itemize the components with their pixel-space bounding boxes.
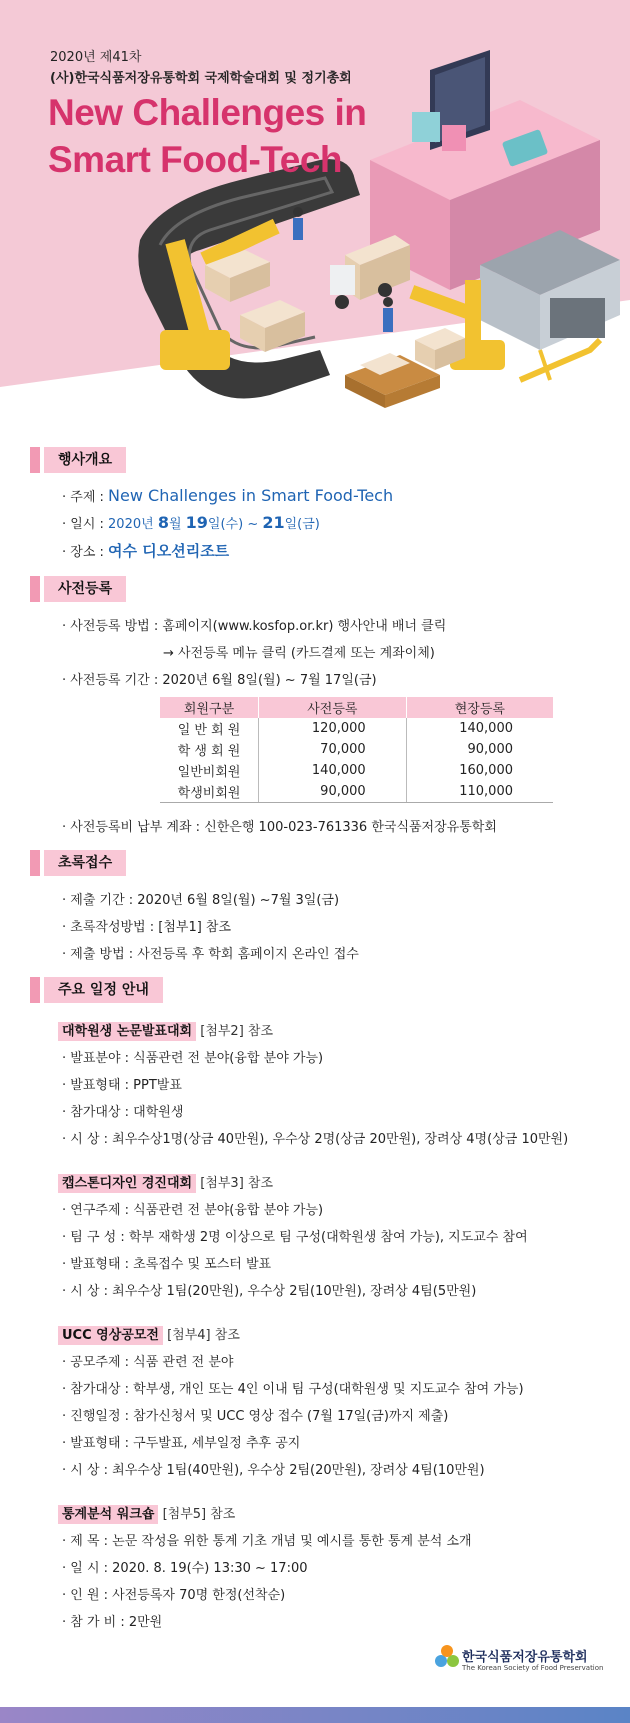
table-row: [160, 739, 553, 760]
pre-fee: 70,000: [259, 739, 407, 760]
event-ref: [첨부2] 참조: [196, 1024, 274, 1039]
heading-bar: [30, 850, 40, 876]
society-name-english: The Korean Society of Food Preservation: [462, 1664, 604, 1672]
abstract-method: · 초록작성방법 : [첨부1] 참조: [62, 920, 232, 935]
pre-fee: 120,000: [259, 718, 407, 739]
table-row: [160, 760, 553, 781]
heading-label: 주요 일정 안내: [44, 977, 163, 1003]
table-row: [160, 718, 553, 739]
section-heading-schedule: [30, 977, 180, 1003]
pre-fee: 90,000: [259, 781, 407, 802]
section-heading-abstract: [30, 850, 180, 876]
place-label: · 장소 :: [62, 545, 109, 560]
event-organizer: (사)한국식품저장유통학회 국제학술대회 및 정기총회: [50, 71, 352, 86]
abstract-period: · 제출 기간 : 2020년 6월 8일(월) ~7월 3일(금): [62, 893, 340, 908]
section-heading-registration: [30, 576, 180, 602]
onsite-fee: 110,000: [406, 781, 553, 802]
event-detail: · 발표형태 : 초록접수 및 포스터 발표: [62, 1257, 272, 1272]
column-header: 회원구분: [160, 697, 259, 718]
event-detail: · 일 시 : 2020. 8. 19(수) 13:30 ~ 17:00: [62, 1561, 308, 1576]
date-day-end: 21: [262, 513, 285, 532]
member-type: 학생비회원: [160, 781, 259, 802]
heading-bar: [30, 576, 40, 602]
onsite-fee: 160,000: [459, 763, 513, 778]
event-title: 캡스톤디자인 경진대회: [58, 1174, 196, 1193]
registration-method-detail: → 사전등록 메뉴 클릭 (카드결제 또는 계좌이체): [163, 646, 435, 661]
onsite-fee: 90,000: [467, 742, 513, 757]
main-title-line2: Smart Food-Tech: [48, 139, 342, 180]
date-month: 8: [157, 513, 169, 532]
event-ref: [첨부4] 참조: [162, 1328, 240, 1343]
event-detail: · 발표형태 : PPT발표: [62, 1078, 182, 1093]
event-ref: [첨부3] 참조: [196, 1176, 274, 1191]
event-detail: · 진행일정 : 참가신청서 및 UCC 영상 접수 (7월 17일(금)까지 제출): [62, 1409, 449, 1424]
event-detail: · 팀 구 성 : 학부 재학생 2명 이상으로 팀 구성(대학원생 참여 가능), 지도교수 참여: [62, 1230, 528, 1245]
pre-fee: 140,000: [259, 760, 407, 781]
overview-theme: [62, 486, 393, 505]
date-day-end-unit: 일(금): [284, 517, 320, 532]
event-detail: · 시 상 : 최우수상 1팀(20만원), 우수상 2팀(10만원), 장려상 4팀(5만원): [62, 1284, 477, 1299]
member-type: 일 반 회 원: [160, 718, 259, 739]
event-detail: · 제 목 : 논문 작성을 위한 통계 기초 개념 및 예시를 통한 통계 분석 소개: [62, 1534, 472, 1549]
date-label: · 일시 :: [62, 517, 109, 532]
event-heading-grad-paper: [58, 1020, 273, 1039]
society-logo-icon: [433, 1643, 461, 1669]
event-detail: · 시 상 : 최우수상1명(상금 40만원), 우수상 2명(상금 20만원), 장려상 4명(상금 10만원): [62, 1132, 569, 1147]
date-day-start-unit: 일(수) ~: [207, 517, 263, 532]
society-name-korean: 한국식품저장유통학회: [462, 1650, 588, 1665]
event-detail: · 발표형태 : 구두발표, 세부일정 추후 공지: [62, 1436, 301, 1451]
event-detail: · 발표분야 : 식품관련 전 분야(융합 분야 가능): [62, 1051, 324, 1066]
event-detail: · 시 상 : 최우수상 1팀(40만원), 우수상 2팀(20만원), 장려상 4팀(10만원): [62, 1463, 485, 1478]
event-detail: · 인 원 : 사전등록자 70명 한정(선착순): [62, 1588, 286, 1603]
bottom-color-band: [0, 1707, 630, 1723]
heading-label: 행사개요: [44, 447, 126, 473]
registration-method: · 사전등록 방법 : 홈페이지(www.kosfop.or.kr) 행사안내 배너 클릭: [62, 619, 447, 634]
event-detail: · 참가대상 : 학부생, 개인 또는 4인 이내 팀 구성(대학원생 및 지도교수 참여 가능): [62, 1382, 524, 1397]
onsite-fee: 140,000: [459, 721, 513, 736]
heading-label: 사전등록: [44, 576, 126, 602]
main-title-line1: New Challenges in: [48, 92, 367, 133]
date-month-unit: 월: [168, 517, 186, 532]
event-heading-capstone: [58, 1172, 273, 1191]
event-title: 대학원생 논문발표대회: [58, 1022, 196, 1041]
date-day-start: 19: [185, 513, 208, 532]
member-type: 학 생 회 원: [160, 739, 259, 760]
overview-date: [62, 513, 320, 532]
heading-label: 초록접수: [44, 850, 126, 876]
registration-account: · 사전등록비 납부 계좌 : 신한은행 100-023-761336 한국식품저장유통학회: [62, 820, 497, 835]
date-year: 2020년: [108, 517, 158, 532]
heading-bar: [30, 447, 40, 473]
table-header-row: [160, 697, 553, 718]
section-heading-overview: [30, 447, 180, 473]
theme-label: · 주제 :: [62, 490, 109, 505]
registration-fee-table: [160, 697, 553, 803]
event-ref: [첨부5] 참조: [158, 1507, 236, 1522]
hero-banner: [0, 0, 630, 445]
event-detail: · 참 가 비 : 2만원: [62, 1615, 163, 1630]
theme-value: New Challenges in Smart Food-Tech: [108, 486, 394, 505]
event-detail: · 공모주제 : 식품 관련 전 분야: [62, 1355, 234, 1370]
event-detail: · 참가대상 : 대학원생: [62, 1105, 184, 1120]
event-heading-ucc: [58, 1324, 240, 1343]
event-edition: 2020년 제41차: [50, 50, 142, 65]
table-row: [160, 781, 553, 802]
overview-place: [62, 540, 229, 561]
event-detail: · 연구주제 : 식품관련 전 분야(융합 분야 가능): [62, 1203, 324, 1218]
event-heading-workshop: [58, 1503, 235, 1522]
abstract-submission: · 제출 방법 : 사전등록 후 학회 홈페이지 온라인 접수: [62, 947, 359, 962]
event-title: UCC 영상공모전: [58, 1326, 163, 1345]
place-value: 여수 디오션리조트: [108, 542, 230, 560]
event-title: 통계분석 워크숍: [58, 1505, 158, 1524]
registration-period: · 사전등록 기간 : 2020년 6월 8일(월) ~ 7월 17일(금): [62, 673, 377, 688]
member-type: 일반비회원: [160, 760, 259, 781]
heading-bar: [30, 977, 40, 1003]
column-header: 현장등록: [406, 697, 553, 718]
column-header: 사전등록: [259, 697, 407, 718]
